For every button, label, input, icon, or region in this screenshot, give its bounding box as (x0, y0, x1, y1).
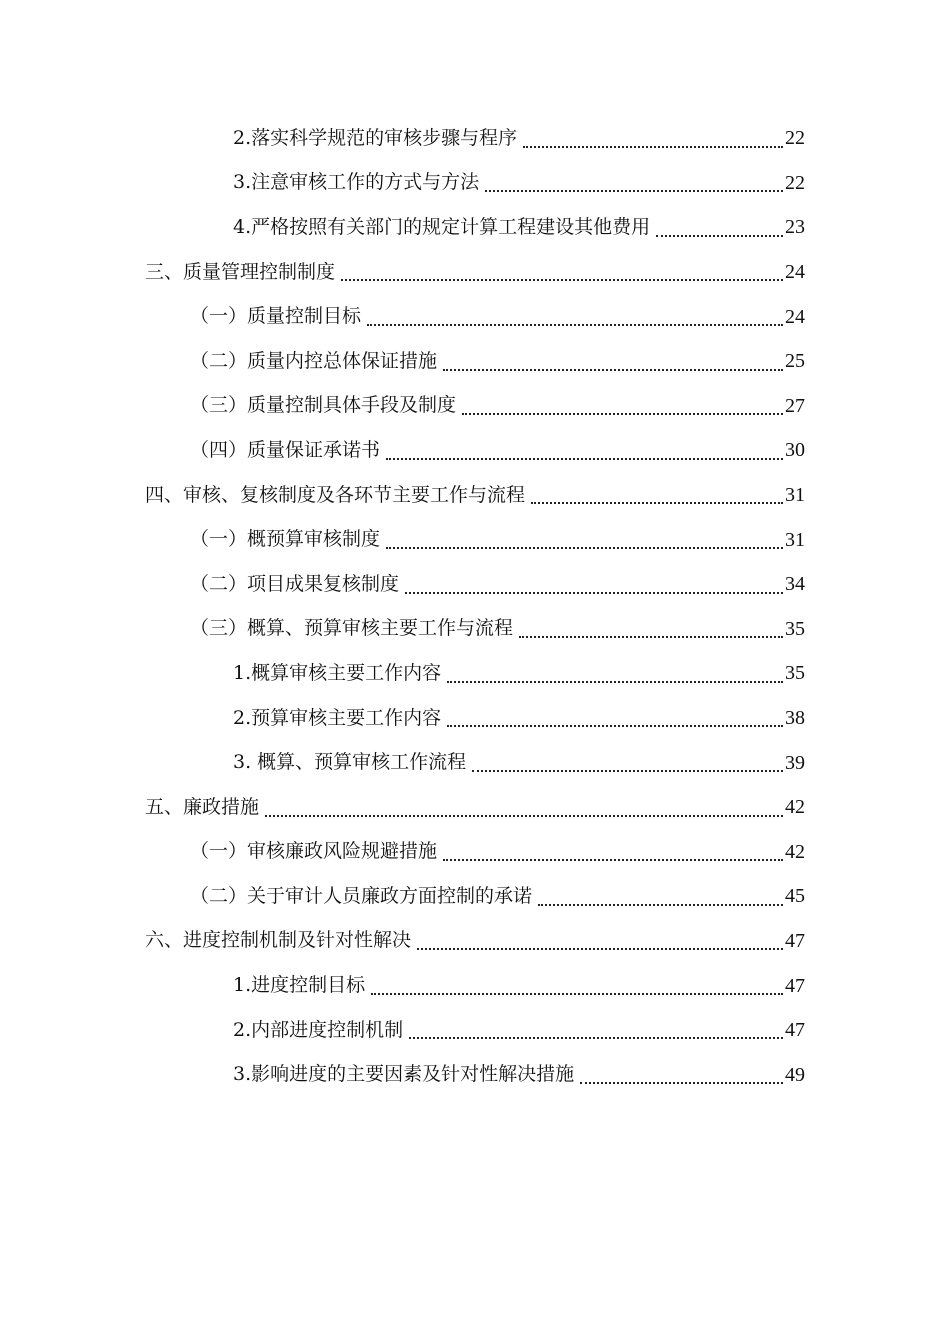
toc-dot-leader (519, 635, 783, 638)
toc-entry-title: 三、质量管理控制制度 (145, 260, 336, 283)
toc-entry-title: （三）质量控制具体手段及制度 (190, 394, 457, 417)
toc-dot-leader (409, 1036, 783, 1039)
toc-entry-page-number: 42 (785, 796, 805, 819)
toc-entry-page-number: 27 (785, 394, 805, 417)
toc-entry[interactable] (0, 473, 950, 518)
toc-entry[interactable] (0, 116, 950, 161)
toc-entry-page-number: 31 (785, 528, 805, 551)
toc-entry[interactable] (0, 740, 950, 785)
toc-entry-title: 2.落实科学规范的审核步骤与程序 (233, 126, 518, 149)
toc-entry[interactable] (0, 651, 950, 696)
toc-entry-title: 四、审核、复核制度及各环节主要工作与流程 (145, 483, 526, 506)
toc-entry-title: 2.内部进度控制机制 (233, 1018, 404, 1041)
toc-entry-title: 1.概算审核主要工作内容 (233, 661, 442, 684)
toc-entry-title: （一）概预算审核制度 (190, 528, 381, 551)
toc-entry-title: （二）项目成果复核制度 (190, 572, 400, 595)
toc-entry-page-number: 47 (785, 1019, 805, 1042)
toc-entry[interactable] (0, 785, 950, 830)
toc-entry-title: （二）关于审计人员廉政方面控制的承诺 (190, 884, 533, 907)
toc-entry-title: （四）质量保证承诺书 (190, 438, 381, 461)
toc-entry-page-number: 35 (785, 617, 805, 640)
toc-entry[interactable] (0, 963, 950, 1008)
toc-entry[interactable] (0, 517, 950, 562)
toc-entry-title: 六、进度控制机制及针对性解决 (145, 929, 412, 952)
toc-entry[interactable] (0, 874, 950, 919)
toc-entry[interactable] (0, 830, 950, 875)
toc-dot-leader (656, 234, 783, 237)
toc-dot-leader (580, 1081, 783, 1084)
toc-dot-leader (443, 858, 783, 861)
toc-entry[interactable] (0, 1008, 950, 1053)
toc-dot-leader (386, 457, 783, 460)
toc-dot-leader (485, 189, 783, 192)
toc-entry-page-number: 30 (785, 439, 805, 462)
toc-entry-page-number: 42 (785, 840, 805, 863)
toc-entry-title: （一）质量控制目标 (190, 305, 362, 328)
toc-dot-leader (386, 546, 783, 549)
toc-dot-leader (523, 145, 783, 148)
toc-entry-page-number: 45 (785, 885, 805, 908)
toc-entry-title: （一）审核廉政风险规避措施 (190, 840, 438, 863)
toc-entry[interactable] (0, 384, 950, 429)
toc-dot-leader (538, 903, 783, 906)
toc-entry-page-number: 39 (785, 751, 805, 774)
toc-dot-leader (472, 769, 783, 772)
toc-entry-page-number: 35 (785, 662, 805, 685)
toc-entry-page-number: 34 (785, 573, 805, 596)
toc-dot-leader (447, 724, 783, 727)
toc-entry-title: 4.严格按照有关部门的规定计算工程建设其他费用 (233, 215, 651, 238)
toc-entry-title: 五、廉政措施 (145, 795, 260, 818)
toc-entry[interactable] (0, 428, 950, 473)
toc-entry-title: 3.注意审核工作的方式与方法 (233, 171, 480, 194)
toc-entry-page-number: 22 (785, 171, 805, 194)
toc-entry-page-number: 22 (785, 127, 805, 150)
toc-entry-page-number: 49 (785, 1063, 805, 1086)
toc-entry-page-number: 47 (785, 974, 805, 997)
toc-entry[interactable] (0, 161, 950, 206)
toc-dot-leader (405, 591, 783, 594)
toc-dot-leader (443, 368, 783, 371)
toc-entry-page-number: 47 (785, 929, 805, 952)
toc-entry-title: （三）概算、预算审核主要工作与流程 (190, 617, 514, 640)
toc-dot-leader (531, 501, 783, 504)
toc-entry-page-number: 24 (785, 261, 805, 284)
toc-entry-page-number: 31 (785, 484, 805, 507)
toc-entry-title: （二）质量内控总体保证措施 (190, 349, 438, 372)
toc-entry-title: 3. 概算、预算审核工作流程 (233, 751, 467, 774)
toc-dot-leader (367, 323, 783, 326)
toc-entry-title: 2.预算审核主要工作内容 (233, 706, 442, 729)
toc-entry[interactable] (0, 1052, 950, 1097)
toc-dot-leader (462, 412, 783, 415)
toc-dot-leader (265, 814, 783, 817)
toc-entry-title: 1.进度控制目标 (233, 974, 366, 997)
toc-dot-leader (371, 992, 783, 995)
toc-entry[interactable] (0, 294, 950, 339)
toc-dot-leader (447, 680, 783, 683)
toc-dot-leader (417, 947, 783, 950)
toc-entry[interactable] (0, 250, 950, 295)
toc-entry[interactable] (0, 339, 950, 384)
toc-entry-page-number: 24 (785, 305, 805, 328)
toc-entry[interactable] (0, 919, 950, 964)
toc-entry-title: 3.影响进度的主要因素及针对性解决措施 (233, 1063, 575, 1086)
toc-entry[interactable] (0, 607, 950, 652)
toc-entry-page-number: 25 (785, 350, 805, 373)
toc-dot-leader (341, 278, 783, 281)
toc-entry-page-number: 23 (785, 216, 805, 239)
toc-entry[interactable] (0, 562, 950, 607)
toc-entry[interactable] (0, 205, 950, 250)
toc-entry[interactable] (0, 696, 950, 741)
table-of-contents (0, 116, 950, 1097)
toc-entry-page-number: 38 (785, 707, 805, 730)
